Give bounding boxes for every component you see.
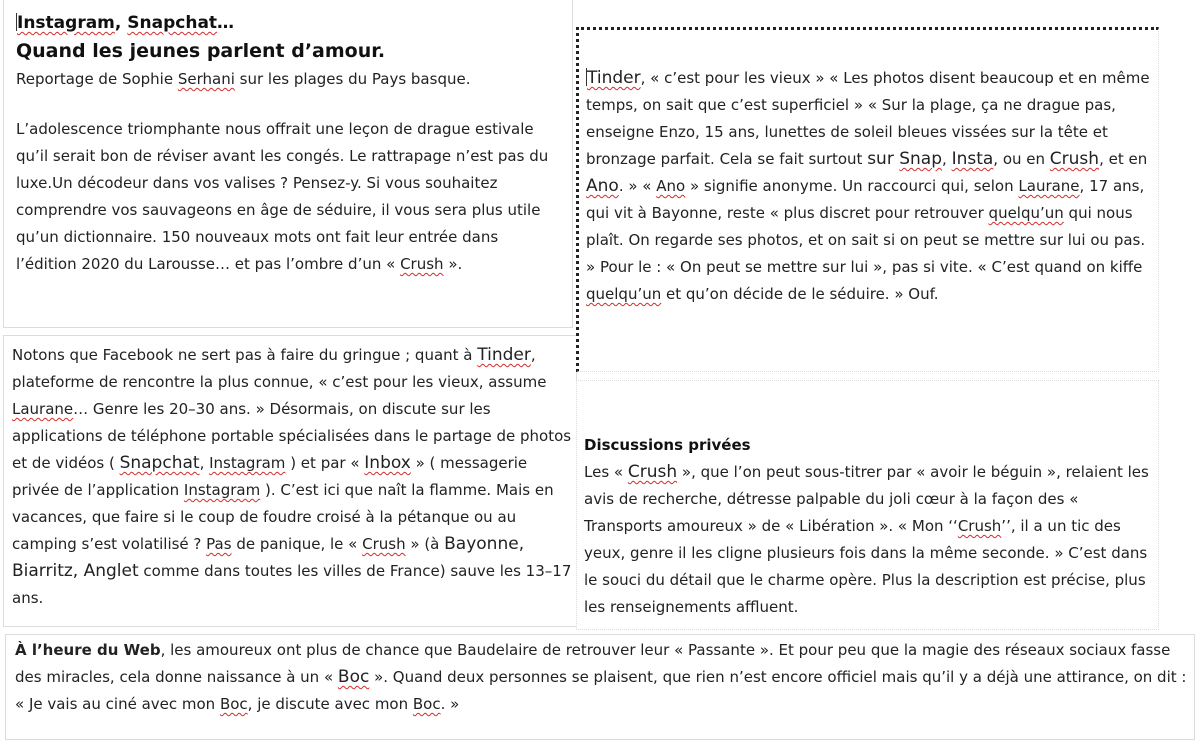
- web-paragraph: [15, 637, 1187, 718]
- discussions-paragraph: [584, 459, 1154, 621]
- word-snapchat: Snapchat: [119, 453, 200, 473]
- text-run: de panique, le «: [231, 535, 363, 553]
- text-run: comme dans toutes les villes de France) sauve les 13–17 ans.: [12, 562, 572, 607]
- facebook-text-box[interactable]: [3, 335, 577, 627]
- word-laurane: Laurane: [1018, 177, 1080, 195]
- text-run: Les «: [584, 463, 628, 481]
- intro-text-box[interactable]: [3, 0, 573, 328]
- word-crush: Crush: [400, 255, 444, 273]
- text-run: ’’, il a un tic des yeux, genre il les cligne plusieurs fois dans la même seconde. » C’est dans le souci du détail que le charme opère. Plus la description est précise, plus les renseignements affluent.: [584, 517, 1148, 616]
- section-subhead: Discussions privées: [584, 436, 751, 454]
- text-run: , plateforme de rencontre la plus connue, « c’est pour les vieux, assume: [12, 346, 547, 391]
- word-quelquun: quelqu’un: [988, 204, 1064, 222]
- text-run: » (à: [405, 535, 445, 553]
- text-run: . » «: [618, 177, 657, 195]
- text-run: ) et par «: [285, 454, 365, 472]
- kicker-snapchat: Snapchat: [127, 13, 218, 33]
- word-boc: Boc: [337, 667, 370, 687]
- text-run: » signifie anonyme. Un raccourci qui, selon: [685, 177, 1019, 195]
- text-run: ). C’est ici que naît la flamme. Mais en vacances, que faire si le coup de foudre croisé à la pétanque ou au camping s’est volatilisé ?: [12, 481, 554, 553]
- word-boc: Boc: [219, 695, 248, 713]
- city-names: Bayonne, Biarritz, Anglet: [12, 534, 525, 581]
- word-instagram: Instagram: [183, 481, 261, 499]
- word-tinder: Tinder: [587, 68, 641, 88]
- word-ano: Ano: [586, 176, 619, 196]
- byline: [16, 66, 470, 92]
- word-pas: Pas: [206, 535, 232, 553]
- word-ano: Ano: [656, 177, 686, 195]
- word-snap: Snap: [899, 149, 943, 169]
- word-crush: Crush: [627, 462, 678, 482]
- tinder-text-box[interactable]: [576, 27, 1159, 372]
- word-insta: Insta: [951, 149, 994, 169]
- text-run: qui nous plaît. On regarde ses photos, et on sait si on peut se mettre sur lui ou pas. » Pour le : « On peut se mettre sur lui », pas si vite. « C’est quand on kiffe: [586, 204, 1146, 276]
- text-run: , les amoureux ont plus de chance que Baudelaire de retrouver leur « Passante ». Et pour peu que la magie des réseaux sociaux fasse des miracles, cela donne naissance à un «: [15, 641, 1171, 686]
- word-laurane: Laurane: [12, 400, 74, 418]
- kicker-separator: ,: [114, 13, 128, 33]
- kicker-ellipsis: …: [217, 13, 235, 33]
- word-boc: Boc: [412, 695, 441, 713]
- byline-suffix: sur les plages du Pays basque.: [234, 70, 471, 88]
- kicker-instagram: Instagram: [17, 13, 115, 33]
- intro-text-end: ».: [443, 255, 463, 273]
- text-run: et qu’on décide de le séduire. » Ouf.: [661, 285, 939, 303]
- word-crush: Crush: [1049, 149, 1100, 169]
- text-run: , « c’est pour les vieux » « Les photos disent beaucoup et en même temps, on sait que c’est superficiel » « Sur la plage, ça ne drague pas, enseigne Enzo, 15 ans, lunettes de soleil bleues vissées sur la tête et bronzage parfait. Cela se fait surtout: [586, 69, 1150, 168]
- byline-prefix: Reportage de Sophie: [16, 70, 178, 88]
- word-tinder: Tinder: [477, 345, 531, 365]
- run-in-heading: À l’heure du Web: [15, 641, 161, 659]
- word-inbox: Inbox: [364, 453, 411, 473]
- text-run: ,: [942, 150, 952, 168]
- word-crush: Crush: [362, 535, 406, 553]
- text-run: sur: [867, 149, 900, 169]
- text-run: , 17 ans, qui vit à Bayonne, reste « plus discret pour retrouver: [586, 177, 1145, 222]
- headline: Quand les jeunes parlent d’amour.: [16, 40, 386, 62]
- text-run: ». Quand deux personnes se plaisent, que rien n’est encore officiel mais qu’il y a déjà une attirance, on dit : « Je vais au ciné avec mon: [15, 668, 1187, 713]
- word-quelquun: quelqu’un: [586, 285, 662, 303]
- text-run: , je discute avec mon: [247, 695, 413, 713]
- facebook-paragraph: [12, 342, 572, 612]
- byline-author-surname: Serhani: [177, 70, 235, 88]
- discussions-text-box[interactable]: [576, 380, 1159, 630]
- word-crush: Crush: [957, 517, 1002, 535]
- web-text-box[interactable]: [5, 634, 1195, 740]
- text-run: , et en: [1099, 150, 1148, 168]
- word-instagram: Instagram: [209, 454, 286, 472]
- text-run: , ou en: [993, 150, 1050, 168]
- text-run: », que l’on peut sous-titrer par « avoir le béguin », relaient les avis de recherche, détresse palpable du joli cœur à la façon des « Transports amoureux » de « Libération ». « Mon ‘‘: [584, 463, 1149, 535]
- text-run: . »: [440, 695, 460, 713]
- kicker: [16, 12, 234, 34]
- tinder-paragraph: [586, 65, 1151, 308]
- intro-paragraph: [16, 116, 561, 278]
- text-run: ,: [199, 454, 210, 472]
- text-run: … Genre les 20–30 ans. » Désormais, on discute sur les applications de téléphone portable spécialisées dans le partage de photos et de vidéos (: [12, 400, 572, 472]
- intro-text: L’adolescence triomphante nous offrait une leçon de drague estivale qu’il serait bon de réviser avant les congés. Le rattrapage n’est pas du luxe.Un décodeur dans vos valises ? Pensez-y. Si vous souhaitez comprendre vos sauvageons en âge de séduire, il vous sera plus utile qu’un dictionnaire. 150 nouveaux mots ont fait leur entrée dans l’édition 2020 du Larousse… et pas l’ombre d’un «: [16, 120, 549, 273]
- text-run: Notons que Facebook ne sert pas à faire du gringue ; quant à: [12, 346, 478, 364]
- text-run: » ( messagerie privée de l’application: [12, 454, 528, 499]
